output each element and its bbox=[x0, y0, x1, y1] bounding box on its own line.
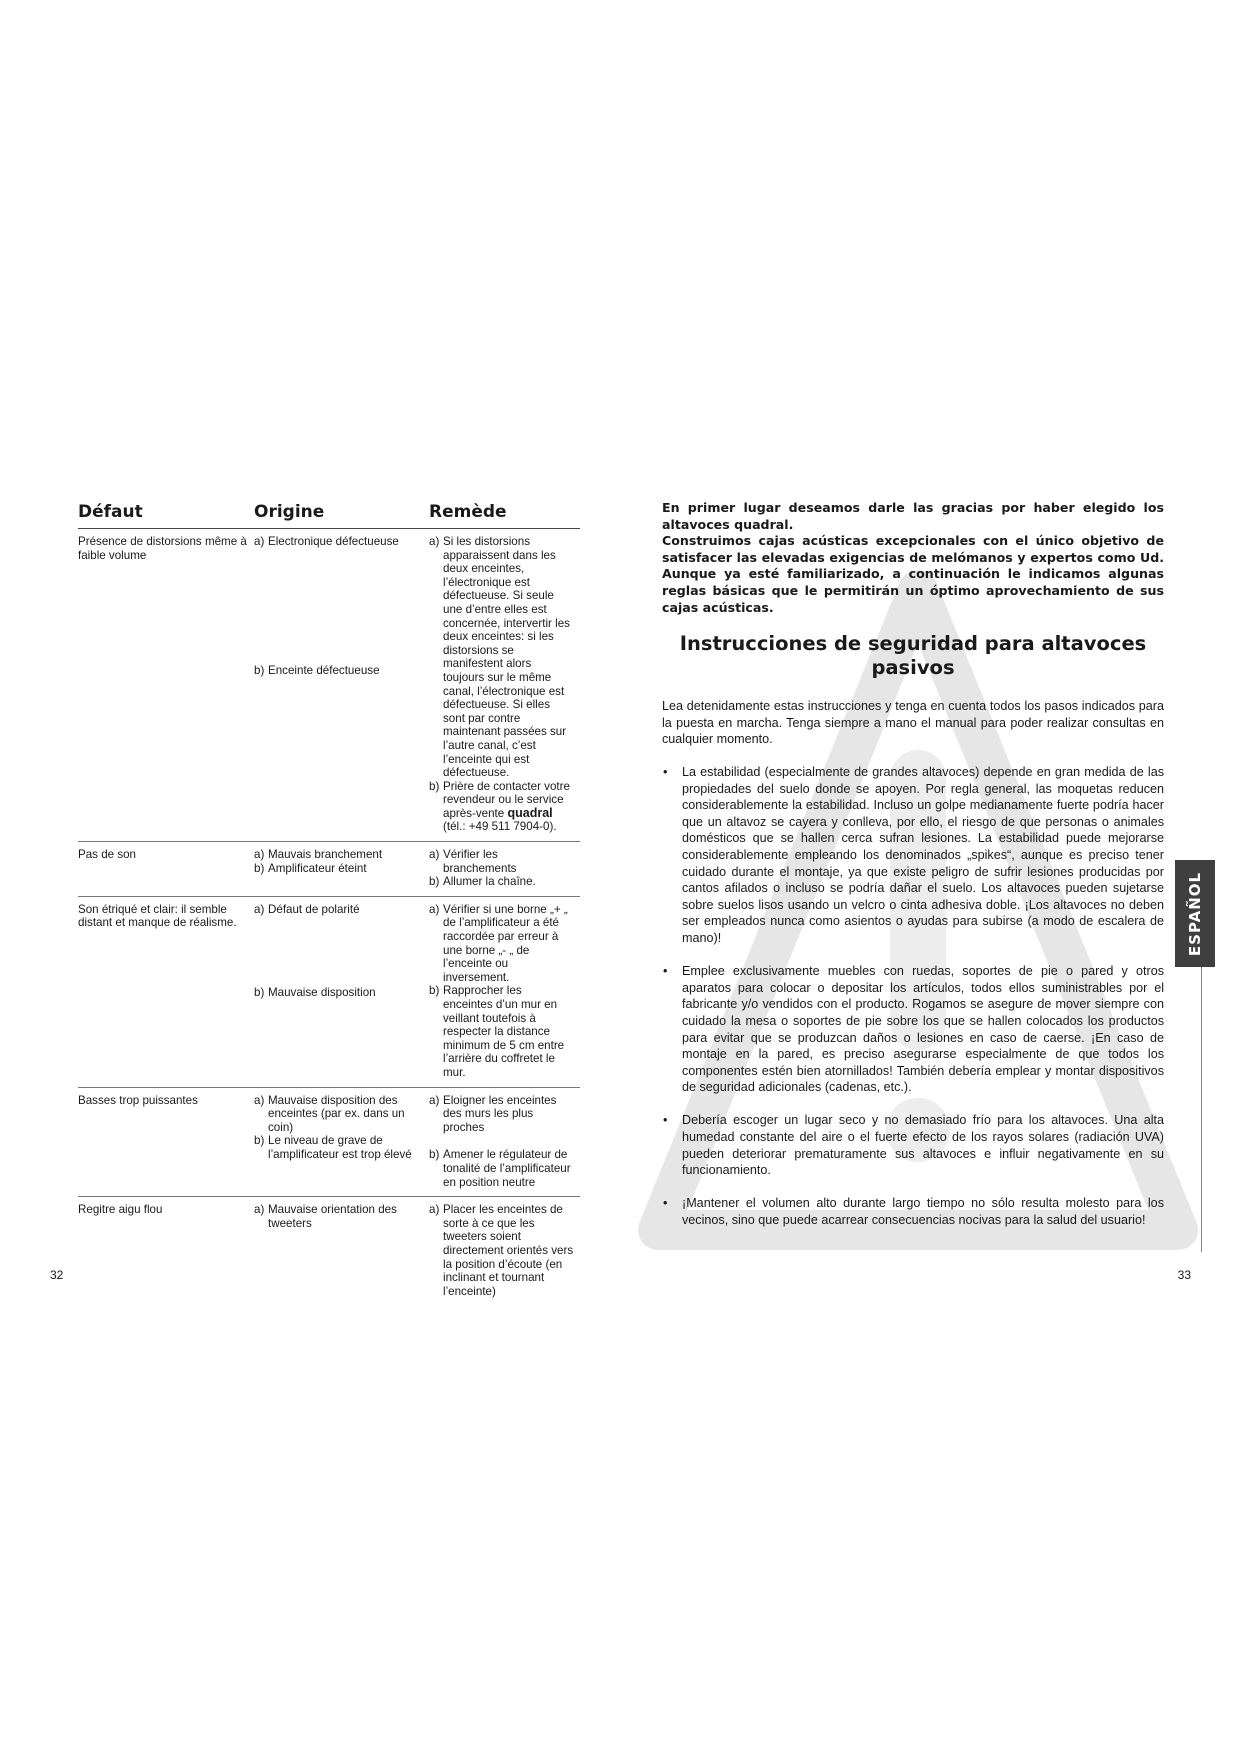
bullet-icon: • bbox=[663, 765, 668, 779]
list-item bbox=[662, 1112, 1164, 1178]
list-item bbox=[662, 963, 1164, 1096]
item-text: Mauvaise disposition bbox=[268, 986, 376, 1000]
origin-cell bbox=[254, 1197, 429, 1306]
item-text: Enceinte défectueuse bbox=[268, 663, 380, 677]
table-row bbox=[78, 529, 580, 842]
item-label: a) bbox=[429, 902, 440, 916]
item-label: b) bbox=[254, 986, 265, 1000]
item-label: b) bbox=[254, 861, 265, 875]
remedy-item bbox=[429, 1094, 574, 1135]
origin-cell bbox=[254, 529, 429, 842]
item-label: b) bbox=[429, 875, 440, 889]
page-number-right: 33 bbox=[1177, 1268, 1191, 1282]
defect-cell: Basses trop puissantes bbox=[78, 1087, 254, 1197]
origin-cell bbox=[254, 842, 429, 897]
item-text: Si les distorsions apparaissent dans les deux enceintes, l’électronique est défectueuse. Si seule une d’entre elles est concernée, intervertir les deux enceintes: si les distorsions se manifestent alors toujours sur le même canal, l’électronique est défectueuse. Si elles sont par contre maintenant passées sur l’autre canal, c’est l’enceinte qui est défectueuse. bbox=[443, 535, 570, 780]
item-text: Placer les enceintes de sorte à ce que les tweeters soient directement orientés vers la position d’écoute (en inclinant et tournant l’enceinte) bbox=[443, 1203, 574, 1298]
item-text: Amener le régulateur de tonalité de l’amplificateur en position neutre bbox=[443, 1148, 571, 1189]
item-text: Eloigner les enceintes des murs les plus proches bbox=[443, 1093, 557, 1134]
origin-cell bbox=[254, 896, 429, 1087]
table-row bbox=[78, 1087, 580, 1197]
language-tab-label: ESPAÑOL bbox=[1186, 871, 1204, 956]
phone-text: (tél.: +49 511 7904-0). bbox=[443, 820, 557, 834]
defect-cell: Son étriqué et clair: il semble distant et manque de réalisme. bbox=[78, 896, 254, 1087]
item-label: a) bbox=[254, 1203, 265, 1217]
item-text: Mauvais branchement bbox=[268, 848, 383, 862]
lead-paragraph: Lea detenidamente estas instrucciones y tenga en cuenta todos los pasos indicados para la puesta en marcha. Tenga siempre a mano el manual para poder realizar consultas en cualquier momento. bbox=[662, 699, 1164, 747]
remedy-item bbox=[429, 984, 574, 1079]
margin-rule bbox=[1201, 967, 1202, 1252]
remedy-item bbox=[429, 875, 574, 889]
page-number-left: 32 bbox=[50, 1268, 64, 1282]
contact-text: Prière de contacter votre revendeur ou le service après-vente bbox=[443, 779, 570, 820]
item-label: a) bbox=[429, 1093, 440, 1107]
origin-item bbox=[254, 1094, 423, 1135]
intro-paragraph: En primer lugar deseamos darle las gracias por haber elegido los altavoces quadral. bbox=[662, 500, 1164, 532]
remedy-item bbox=[429, 535, 574, 780]
bullet-icon: • bbox=[663, 1196, 668, 1211]
remedy-item bbox=[429, 780, 574, 834]
remedy-cell bbox=[429, 842, 580, 897]
defect-cell: Présence de distorsions même à faible volume bbox=[78, 529, 254, 842]
safety-title: Instrucciones de seguridad para altavoces pasivos bbox=[679, 632, 1147, 679]
bullet-icon: • bbox=[663, 964, 668, 979]
list-item bbox=[662, 1195, 1164, 1228]
remedy-item bbox=[429, 848, 574, 875]
defect-cell: Regitre aigu flou bbox=[78, 1203, 163, 1217]
item-text bbox=[443, 780, 574, 834]
header-defect: Défaut bbox=[78, 498, 254, 529]
remedy-item bbox=[429, 1203, 574, 1298]
origin-cell bbox=[254, 1087, 429, 1197]
item-text: Electronique défectueuse bbox=[268, 535, 399, 548]
origin-item bbox=[254, 862, 423, 876]
item-label: a) bbox=[254, 535, 265, 548]
item-label: a) bbox=[429, 848, 440, 862]
origin-item bbox=[254, 986, 423, 1000]
remedy-cell bbox=[429, 1197, 580, 1306]
item-label: b) bbox=[254, 663, 265, 677]
remedy-cell bbox=[429, 529, 580, 842]
bullet-icon: • bbox=[663, 1113, 668, 1128]
table-row bbox=[78, 1197, 580, 1306]
origin-item bbox=[254, 1203, 423, 1230]
language-tab bbox=[1175, 860, 1215, 967]
item-text: Le niveau de grave de l’amplificateur est trop élevé bbox=[268, 1134, 412, 1161]
list-item-text: ¡Mantener el volumen alto durante largo tiempo no sólo resulta molesto para los vecinos, sino que puede acarrear consecuencias nocivas para la salud del usuario! bbox=[682, 1196, 1164, 1228]
item-label: a) bbox=[254, 848, 265, 862]
origin-item bbox=[254, 535, 423, 549]
table-row bbox=[78, 842, 580, 897]
list-item-text: La estabilidad (especialmente de grandes altavoces) depende en gran medida de las propiedades del suelo donde se apoyen. Por regla general, las moquetas reducen considerablemente la estabilidad. Incluso un golpe medianamente fuerte podría hacer que un altavoz se cayera y conlleva, por ello, el riesgo de que personas o animales domésticos que se hallen cerca sufran lesiones. La estabilidad puede mejorarse considerablemente empleando los denominados „spikes“, aunque es preciso tener cuidado durante el montaje, ya que existe peligro de sufrir lesiones producidas por cantos afilados o incluso se podría dañar el suelo. Los altavoces pueden sujetarse sobre suelos lisos usando un velcro o cinta adhesiva doble. ¡Los altavoces no deben ser empleados nunca como asientos o ayudas para subirse (a modo de escalera de mano)! bbox=[682, 765, 1164, 945]
left-page bbox=[0, 0, 620, 1754]
remedy-item bbox=[429, 1148, 574, 1189]
item-label: a) bbox=[429, 1203, 440, 1217]
intro-paragraph: Construimos cajas acústicas excepcionales con el único objetivo de satisfacer las elevadas exigencias de melómanos y expertos como Ud. Aunque ya esté familiarizado, a continuación le indicamos algunas reglas básicas que le permitirán un óptimo aprovechamiento de sus cajas acústicas. bbox=[662, 533, 1164, 615]
list-item bbox=[662, 764, 1164, 947]
item-text: Vérifier si une borne „+ „ de l’amplificateur a été raccordée par erreur à une borne „- „ de l’enceinte ou inversement. bbox=[443, 902, 568, 984]
item-text: Mauvaise orientation des tweeters bbox=[268, 1203, 397, 1230]
item-label: a) bbox=[429, 535, 440, 548]
origin-item bbox=[254, 848, 423, 862]
item-label: b) bbox=[429, 1148, 440, 1162]
remedy-cell bbox=[429, 1087, 580, 1197]
safety-list bbox=[662, 764, 1164, 1245]
right-page bbox=[620, 0, 1241, 1754]
item-label: b) bbox=[254, 1134, 265, 1148]
troubleshooting-table bbox=[78, 498, 580, 1305]
item-label: a) bbox=[254, 902, 265, 916]
origin-item bbox=[254, 903, 423, 917]
origin-item bbox=[254, 1134, 423, 1161]
defect-cell: Pas de son bbox=[78, 842, 254, 897]
remedy-cell bbox=[429, 896, 580, 1087]
table-row bbox=[78, 896, 580, 1087]
item-label: a) bbox=[254, 1093, 265, 1107]
list-item-text: Emplee exclusivamente muebles con ruedas, soportes de pie o pared y otros aparatos para colocar o depositar los artículos, todos ellos suministrables por el fabricante y/o vendidos con el producto. Rogamos se asegure de mover siempre con cuidado la mesa o soportes de pie sobre los que se hallen colocados los productos para evitar que se produzcan daños o lesiones en caso de caerse. ¡En caso de montaje en la pared, es preciso asegurarse especialmente de que todos los componentes estén bien atornillados! También debería emplear y montar dispositivos de seguridad adicionales (cadenas, etc.). bbox=[682, 964, 1164, 1095]
item-text: Amplificateur éteint bbox=[268, 861, 367, 875]
item-text: Rapprocher les enceintes d’un mur en veillant toutefois à respecter la distance minimum de 5 cm entre l’arrière du coffretet le mur. bbox=[443, 984, 565, 1079]
remedy-item bbox=[429, 903, 574, 985]
item-label: b) bbox=[429, 984, 440, 998]
header-origin: Origine bbox=[254, 498, 429, 529]
brand-name: quadral bbox=[507, 805, 553, 820]
item-label: b) bbox=[429, 779, 440, 793]
item-text: Mauvaise disposition des enceintes (par ex. dans un coin) bbox=[268, 1093, 405, 1134]
item-text: Défaut de polarité bbox=[268, 902, 360, 916]
intro-text bbox=[662, 500, 1164, 616]
item-text: Vérifier les branchements bbox=[443, 848, 517, 875]
header-remedy: Remède bbox=[429, 498, 580, 529]
list-item-text: Debería escoger un lugar seco y no demasiado frío para los altavoces. Una alta humedad constante del aire o el fuerte efecto de los rayos solares (radiación UVA) pueden deteriorar prematuramente sus altavoces e influir negativamente en su funcionamiento. bbox=[682, 1113, 1164, 1178]
table-header-row bbox=[78, 498, 580, 529]
item-text: Allumer la chaîne. bbox=[443, 875, 536, 889]
origin-item bbox=[254, 664, 423, 678]
